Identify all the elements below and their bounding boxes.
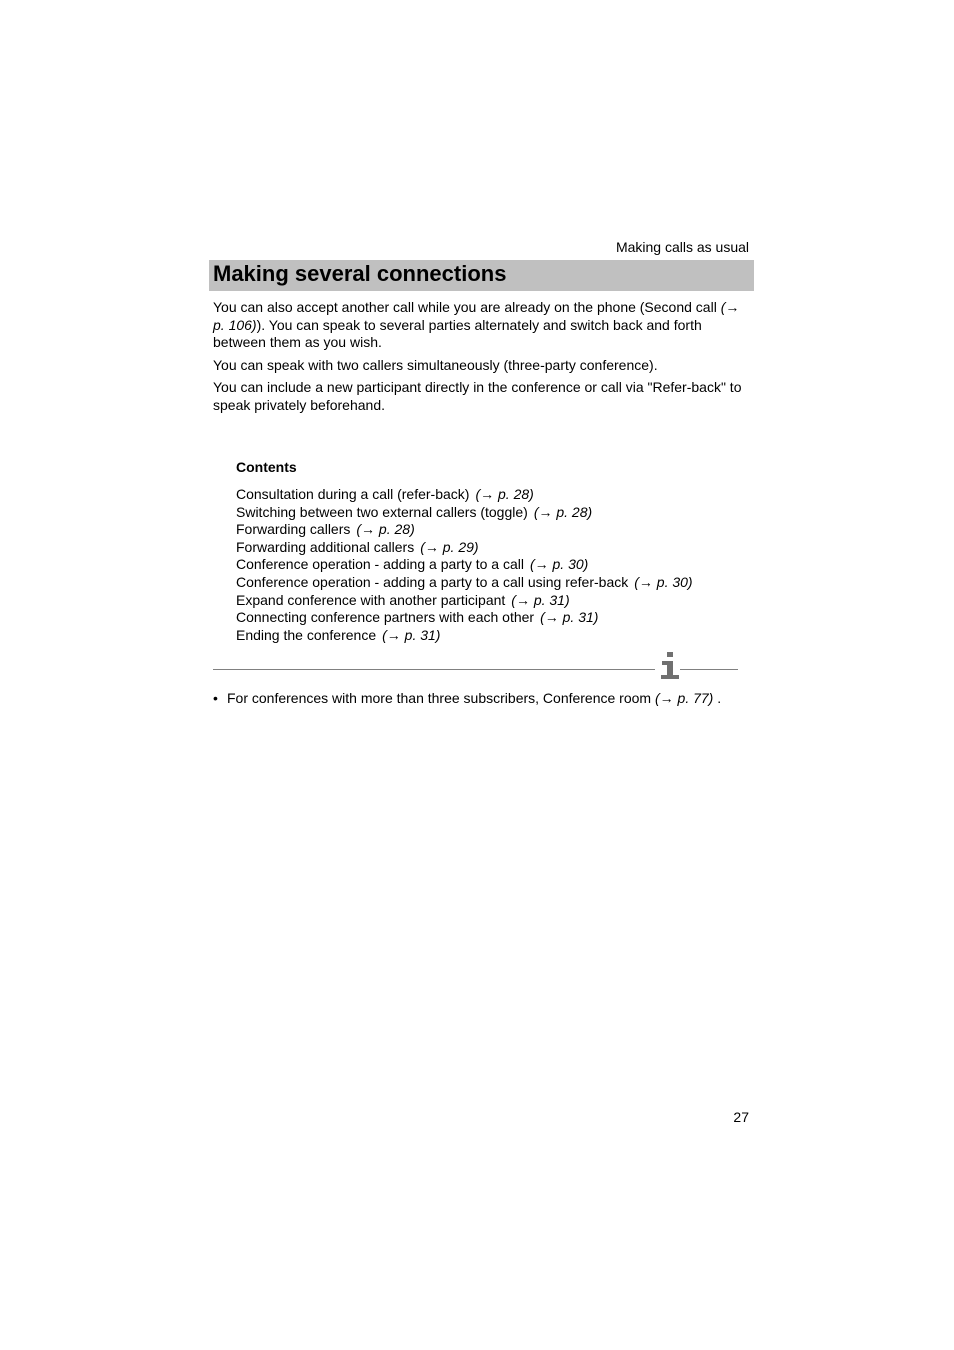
info-note [213,689,758,707]
toc-item[interactable] [236,592,756,610]
page-reference-link[interactable]: (→ p. 77) [654,690,714,706]
toc-item-ref[interactable]: (→ p. 29) [420,538,479,555]
toc-item-ref[interactable]: (→ p. 31) [540,609,599,626]
toc-item[interactable] [236,486,756,504]
page-title: Making several connections [213,261,507,286]
running-header: Making calls as usual [615,239,749,255]
toc-item[interactable] [236,539,756,557]
intro-p1-rest: ). You can speak to several parties alternately and switch back and forth between them as you wish. [213,316,702,350]
toc-item-ref[interactable]: (→ p. 28) [356,521,415,538]
info-divider-left [213,669,655,670]
toc-item-label: Conference operation - adding a party to a call [236,556,524,573]
toc-item[interactable] [236,627,756,645]
info-divider-right [680,669,738,670]
toc-item-ref[interactable]: (→ p. 30) [529,556,589,573]
toc-item[interactable] [236,521,756,539]
toc-item-ref[interactable]: (→ p. 31) [511,591,570,608]
intro-paragraph-2: You can speak with two callers simultaneously (three-party conference). [213,356,658,373]
intro-text [213,299,753,419]
toc-item[interactable] [236,504,756,522]
section-title-bar [209,260,754,291]
toc-item-ref[interactable]: (→ p. 28) [475,486,534,502]
toc-item-label: Conference operation - adding a party to a call using refer-back [236,573,629,590]
toc-item-ref[interactable]: (→ p. 30) [634,573,693,590]
contents-heading: Contents [236,459,297,475]
toc-item-label: Connecting conference partners with each other [236,609,535,626]
toc-item-label: Consultation during a call (refer-back) [236,486,470,502]
toc-item-label: Switching between two external callers (toggle) [236,503,528,520]
toc-item-ref[interactable]: (→ p. 28) [533,503,593,520]
intro-p1-text: You can also accept another call while you are already on the phone (Second call [213,299,721,315]
toc-item[interactable] [236,556,756,574]
intro-paragraph-3: You can include a new participant directly in the conference or call via "Refer-back" to speak privately beforehand. [213,379,742,413]
toc-item-label: Ending the conference [236,626,377,643]
toc-item-label: Forwarding callers [236,521,351,538]
contents-list [236,458,756,644]
toc-item[interactable] [236,574,756,592]
intro-paragraph-1 [213,299,753,352]
toc-item-label: Forwarding additional callers [236,538,415,555]
bullet-marker: • [213,690,218,706]
page-reference-link[interactable]: (→ p. 106) [213,299,740,333]
note-text: For conferences with more than three subscribers, Conference room [227,690,655,706]
info-icon [659,650,681,680]
note-end: . [713,690,722,706]
toc-item-label: Expand conference with another participant [236,591,506,608]
page-number: 27 [733,1109,749,1125]
toc-item-ref[interactable]: (→ p. 31) [382,626,441,643]
toc-item[interactable] [236,609,756,627]
